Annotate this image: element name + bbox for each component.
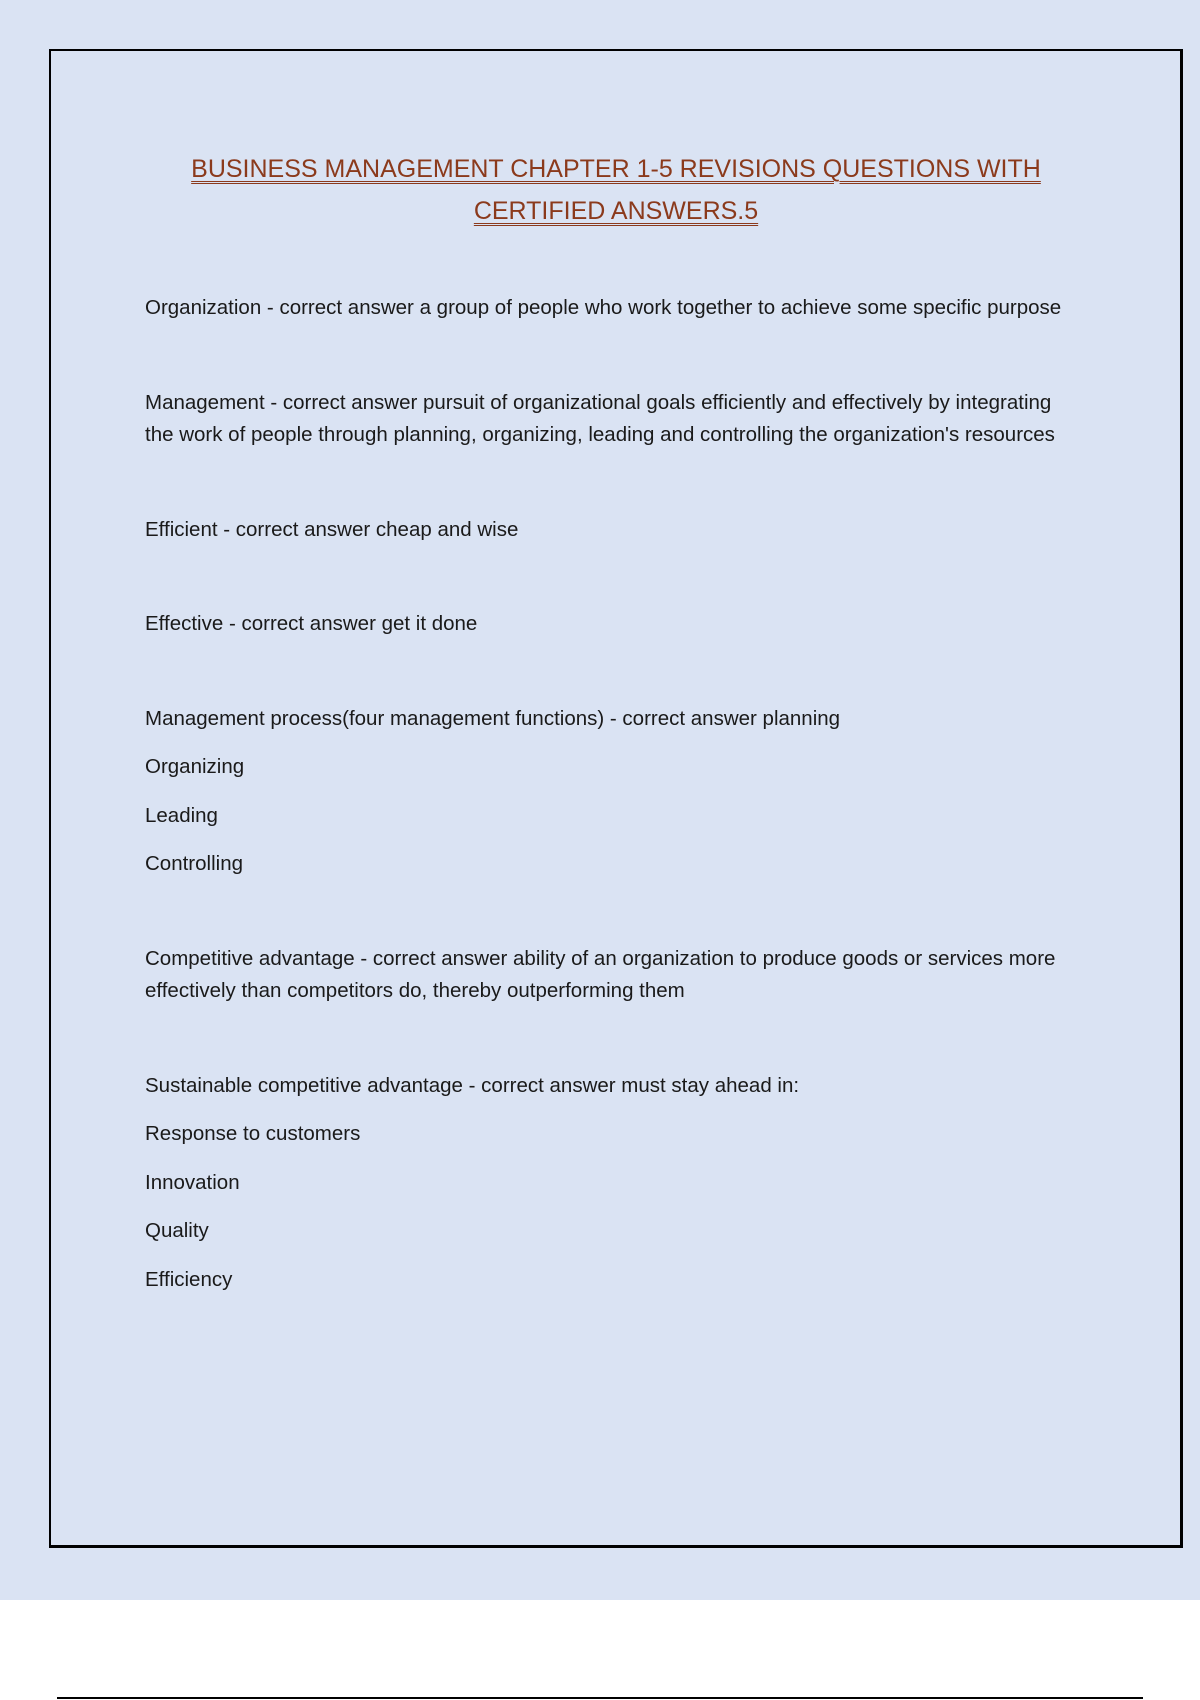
entry-competitive-advantage: Competitive advantage - correct answer ability of an organization to produce goods or services more effectively than competitors do, thereby outperforming them [145, 946, 1056, 1002]
list-item: Leading [145, 803, 218, 827]
document-body [145, 292, 1085, 1296]
entry-effective: Effective - correct answer get it done [145, 612, 478, 635]
entry-sustainable-text: Sustainable competitive advantage - correct answer must stay ahead in: [145, 1073, 800, 1097]
list-item: Organizing [145, 755, 245, 778]
list-item: Quality [145, 1219, 209, 1242]
list-item: Innovation [145, 1170, 240, 1194]
entry-efficient: Efficient - correct answer cheap and wise [145, 517, 519, 541]
entry-sustainable-competitive-advantage [145, 1070, 1085, 1297]
entry-management: Management - correct answer pursuit of organizational goals efficiently and effectively by integrating the work of people through planning, organizing, leading and controlling the organization's resources [145, 390, 1055, 446]
entry-management-process-text: Management process(four management functions) - correct answer planning [145, 706, 841, 730]
list-item: Response to customers [145, 1122, 361, 1145]
document-title: BUSINESS MANAGEMENT CHAPTER 1-5 REVISIONS QUESTIONS WITH CERTIFIED ANSWERS.5 [191, 155, 1041, 225]
list-item: Controlling [145, 852, 243, 875]
list-item: Efficiency [145, 1267, 233, 1291]
footer-divider [57, 1697, 1143, 1699]
entry-management-process [145, 703, 1085, 881]
entry-organization: Organization - correct answer a group of people who work together to achieve some specific purpose [145, 296, 1062, 319]
